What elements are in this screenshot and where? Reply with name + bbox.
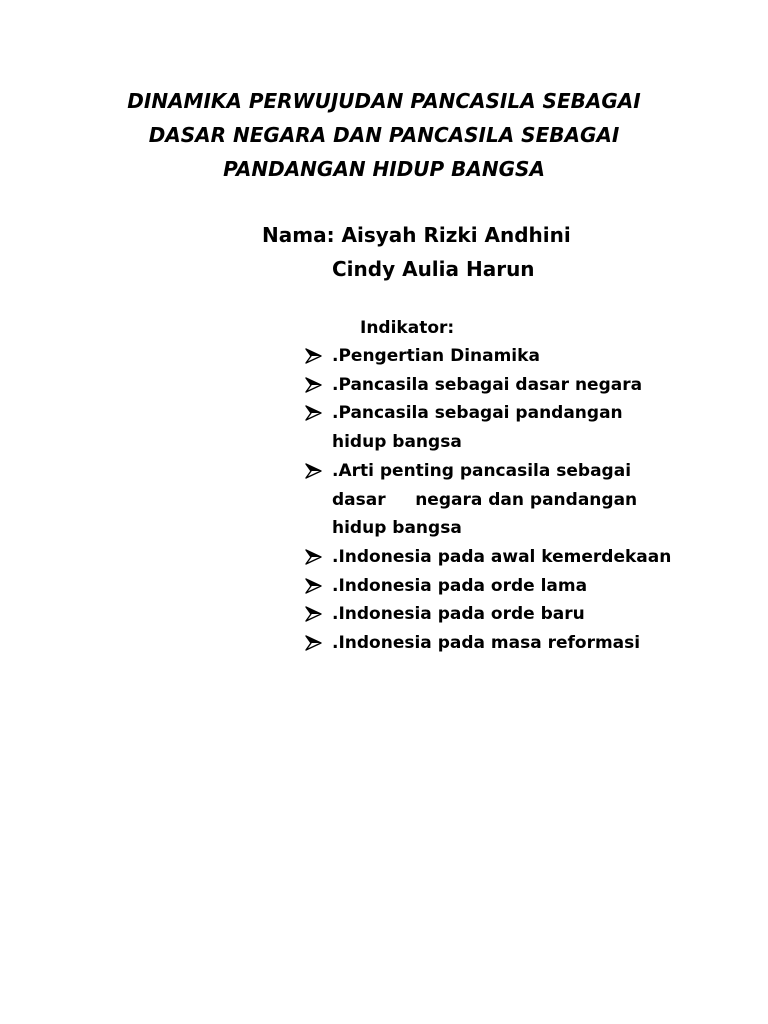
indikator-item-line: dasar negara dan pandangan <box>332 489 638 510</box>
arrowhead-bullet-icon <box>305 463 323 479</box>
document-title <box>0 84 768 186</box>
indikator-list <box>305 342 671 658</box>
indikator-item <box>305 543 671 572</box>
indikator-item-line: hidup bangsa <box>332 518 462 539</box>
indikator-heading: Indikator: <box>360 318 455 338</box>
title-line-1: DINAMIKA PERWUJUDAN PANCASILA SEBAGAI <box>127 89 641 113</box>
indikator-item <box>305 629 671 658</box>
arrowhead-bullet-icon <box>305 606 323 622</box>
arrowhead-bullet-icon <box>305 348 323 364</box>
indikator-item <box>305 600 671 629</box>
indikator-item-line: .Indonesia pada masa reformasi <box>332 633 641 654</box>
indikator-item <box>305 371 671 400</box>
indikator-item <box>305 399 671 456</box>
arrowhead-bullet-icon <box>305 635 323 651</box>
indikator-item <box>305 572 671 601</box>
indikator-item-line: .Arti penting pancasila sebagai <box>332 460 632 481</box>
indikator-item-line: .Pengertian Dinamika <box>332 346 540 366</box>
author-name-2: Cindy Aulia Harun <box>332 257 535 281</box>
indikator-item <box>305 342 671 371</box>
author-name-1: Nama: Aisyah Rizki Andhini <box>262 223 571 247</box>
title-line-2: DASAR NEGARA DAN PANCASILA SEBAGAI <box>148 123 620 147</box>
indikator-item-line: hidup bangsa <box>332 432 462 453</box>
arrowhead-bullet-icon <box>305 377 323 393</box>
indikator-item <box>305 457 671 543</box>
title-line-3: PANDANGAN HIDUP BANGSA <box>223 157 545 181</box>
arrowhead-bullet-icon <box>305 549 323 565</box>
indikator-item-line: .Indonesia pada orde lama <box>332 575 588 596</box>
arrowhead-bullet-icon <box>305 405 323 421</box>
indikator-item-line: .Indonesia pada orde baru <box>332 604 585 625</box>
indikator-item-line: .Pancasila sebagai pandangan <box>332 403 623 424</box>
indikator-item-line: .Pancasila sebagai dasar negara <box>332 374 643 395</box>
arrowhead-bullet-icon <box>305 578 323 594</box>
indikator-item-line: .Indonesia pada awal kemerdekaan <box>332 546 672 567</box>
